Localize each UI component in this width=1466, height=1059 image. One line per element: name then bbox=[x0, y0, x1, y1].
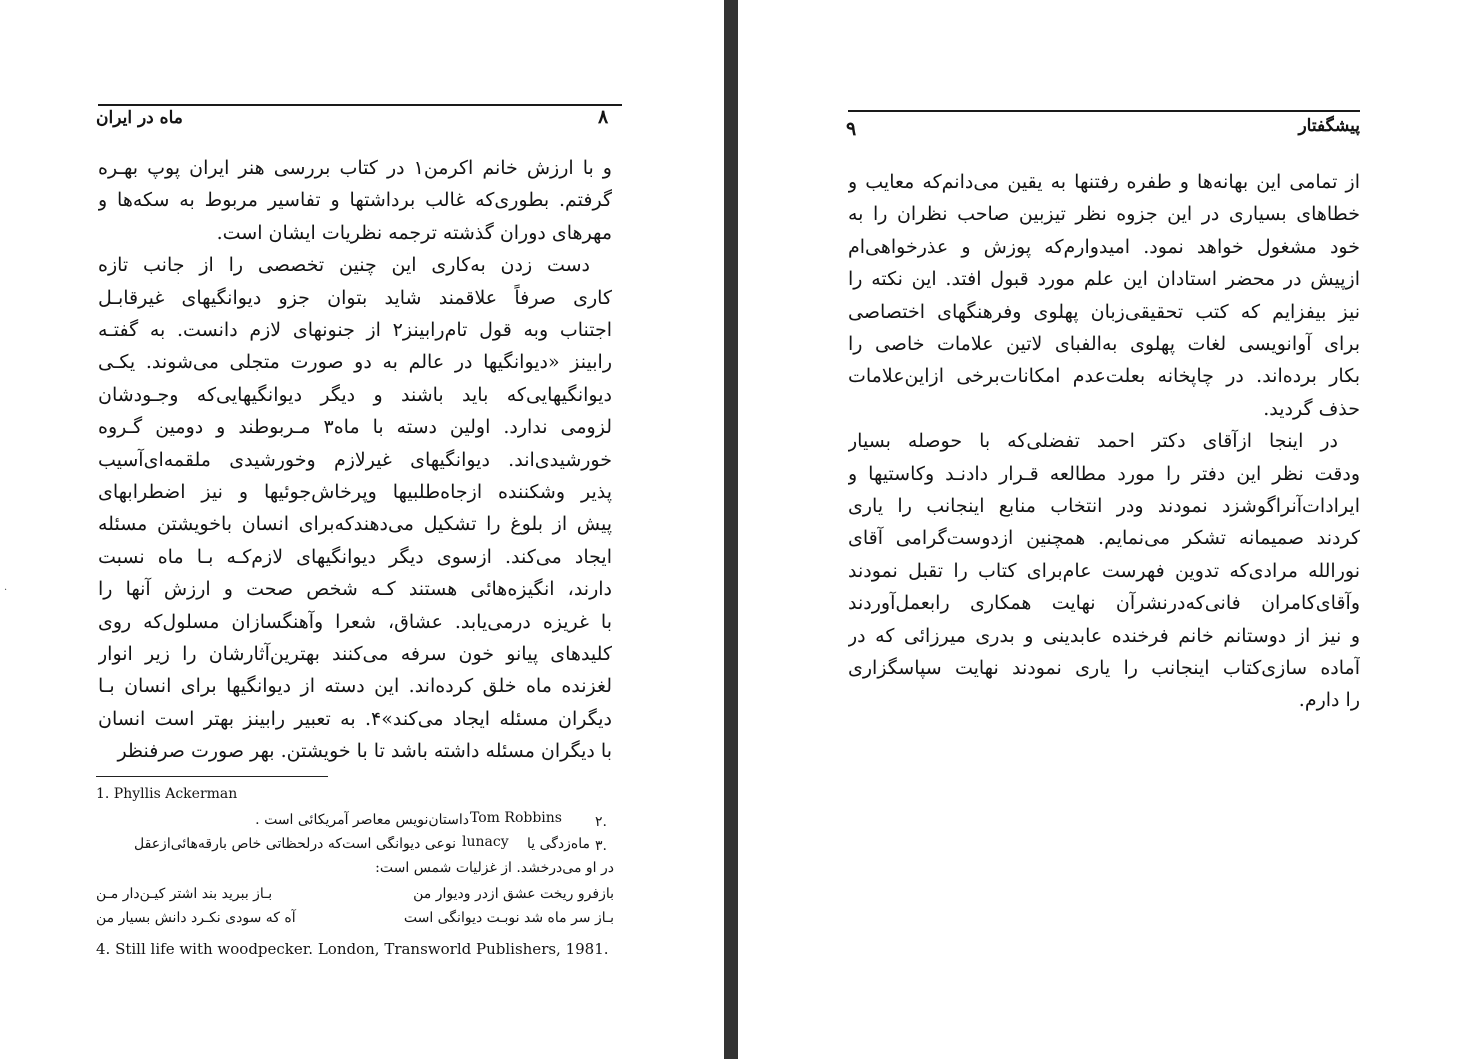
footnote-3-number: ۳. bbox=[595, 838, 607, 854]
text-line: و نیز از دوستانم خانم فرخنده عابدینی و بدری میرزائی که در bbox=[848, 624, 1360, 647]
text-line: ایرادات‌آنرا‌گوشزد نمودند ودر انتخاب منابع اینجانب را یاری bbox=[848, 495, 1360, 517]
text-line: مهرهای دوران گذشته ترجمه نظریات ایشان است. bbox=[216, 221, 612, 244]
text-line: ازپیش در محضر استادان این علم مورد قبول افتد. این نکته را bbox=[848, 268, 1360, 291]
text-line: دست زدن به‌کاری این چنین تخصصی را از جانب تازه bbox=[98, 254, 590, 277]
stray-dot: · bbox=[4, 585, 8, 596]
verse-1-right: بازفرو ریخت عشق ازدر ودیوار من bbox=[413, 886, 614, 902]
verse-2-right: بـاز سر ماه شد نوبـت دیوانگی است bbox=[403, 910, 614, 926]
text-line: حذف گردید. bbox=[1263, 397, 1360, 420]
text-line: دیوانگیهایی‌که باید باشند و دیگر دیوانگیهایی‌که وجـودشان bbox=[98, 383, 612, 406]
text-line: ایجاد می‌کند. ازسوی دیگر دیوانگیهای لازم‌کـه بـا ماه نسبت bbox=[98, 545, 612, 568]
text-line: برای آوانویسی لغات پهلوی به‌الفبای لاتین علامات خاصی را bbox=[848, 333, 1360, 355]
text-line: کلیدهای پیانو خون سرفه می‌کنند بهترین‌آثارشان را زیر انوار bbox=[98, 643, 612, 665]
footnote-2-number: ۲. bbox=[595, 814, 607, 830]
footnote-3-text-a: ماه‌زدگی یا bbox=[526, 836, 590, 852]
text-line: در اینجا ازآقای دکتر احمد تفضلی‌که با حوصله بسیار bbox=[848, 430, 1338, 453]
text-line: لزومی ندارد. اولین دسته با ماه۳ مـربوطند و دومین گـروه bbox=[98, 416, 612, 439]
text-line: اجتناب وبه قول تام‌رابینز۲ از جنونهای لازم دانست. به گفتـه bbox=[98, 319, 612, 341]
text-line: نیز بیفزایم که کتب تحقیقی‌زبان پهلوی وفرهنگهای اختصاصی bbox=[848, 300, 1360, 323]
footnote-1: 1. Phyllis Ackerman bbox=[96, 786, 238, 802]
footnote-3-line-2: در او می‌درخشد. از غزلیات شمس است: bbox=[375, 860, 614, 876]
right-running-head: پیشگفتار bbox=[1298, 116, 1360, 136]
text-line: لغزنده ماه خلق کرده‌اند. این دسته از دیوانگیها برای انسان بـا bbox=[98, 675, 612, 698]
book-gutter bbox=[724, 0, 738, 1059]
left-running-head: ماه در ایران bbox=[96, 108, 183, 128]
left-header-rule bbox=[98, 104, 622, 106]
left-page bbox=[0, 0, 724, 1059]
footnote-2-text: داستان‌نویس معاصر آمریکائی است . bbox=[255, 812, 469, 828]
text-line: نورالله مرادی‌که تدوین فهرست عام‌برای کتاب را تقبل نمودند bbox=[848, 559, 1360, 582]
right-page bbox=[738, 0, 1466, 1059]
text-line: پیش از بلوغ را تشکیل می‌دهندکه‌برای انسان باخویشتن مسئله bbox=[98, 513, 612, 536]
footnote-rule bbox=[96, 776, 328, 777]
left-page-number: ۸ bbox=[598, 106, 609, 128]
text-line: کاری صرفاً علاقمند شاید بتوان جزو دیوانگیهای غیرقابـل bbox=[98, 286, 612, 309]
text-line: خود مشغول خواهد نمود. امیدوارم‌که پوزش و عذرخواهی‌ام bbox=[848, 235, 1360, 258]
text-line: آماده سازی‌کتاب اینجانب را یاری نمودند نهایت سپاسگزاری bbox=[848, 657, 1360, 679]
text-line: با غریزه درمی‌یابد. عشاق، شعرا وآهنگسازان مسلول‌که روی bbox=[98, 610, 612, 633]
right-header-rule bbox=[848, 110, 1360, 112]
text-line: بکار برده‌اند. در چاپخانه بعلت‌عدم امکانات‌برخی ازاین‌علامات bbox=[848, 365, 1360, 388]
footnote-2-latin: Tom Robbins bbox=[470, 810, 562, 826]
footnote-3-latin: lunacy bbox=[462, 834, 509, 850]
text-line: دارند، انگیزه‌هائی هستند کـه شخص صحت و ارزش آنها را bbox=[98, 578, 612, 601]
verse-2-left: آه که سودی نکـرد دانش بسیار من bbox=[96, 910, 296, 926]
text-line: از تمامی این بهانه‌ها و طفره رفتنها به یقین می‌دانم‌که معایب و bbox=[848, 171, 1360, 193]
text-line: گرفتم. بطوری‌که غالب برداشتها و تفاسیر مربوط به سکه‌ها و bbox=[98, 189, 612, 212]
text-line: با دیگران مسئله داشته باشد تا با خویشتن. بهر صورت صرفنظر bbox=[117, 740, 612, 763]
right-page-number: ۹ bbox=[846, 118, 857, 140]
text-line: پذیر وشکننده ازجاه‌طلبیها وپرخاش‌جوئیها و نیز اضطرابهای bbox=[98, 481, 612, 503]
footnote-4: 4. Still life with woodpecker. London, Transworld Publishers, 1981. bbox=[96, 940, 609, 958]
text-line: و با ارزش خانم اکرمن۱ در کتاب بررسی هنر ایران پوپ بهـره bbox=[98, 157, 612, 179]
text-line: خورشیدی‌اند. دیوانگیهای غیرلازم وخورشیدی ملقمه‌ای‌آسیب bbox=[98, 448, 612, 471]
text-line: کردند صمیمانه تشکر می‌نمایم. همچنین ازدوست‌گرامی آقای bbox=[848, 527, 1360, 550]
text-line: رابینز «دیوانگیها در عالم به دو صورت متجلی می‌شوند. یکـی bbox=[98, 351, 612, 374]
text-line: خطاهای بسیاری در این جزوه نظر تیزبین صاحب نظران را به bbox=[848, 203, 1360, 226]
text-line: ودقت نظر این دفتر را مورد مطالعه قـرار دادنـد وکاستیها و bbox=[848, 462, 1360, 485]
text-line: دیگران مسئله ایجاد می‌کند»۴. به تعبیر رابینز بهتر است انسان bbox=[98, 707, 612, 730]
verse-1-left: بـاز ببرید بند اشتر کیـن‌دار مـن bbox=[96, 886, 273, 902]
text-line: وآقای‌کامران فانی‌که‌درنشرآن نهایت همکاری رابعمل‌آوردند bbox=[848, 592, 1360, 615]
footnote-3-text-b: نوعی دیوانگی است‌که درلحظاتی خاص بارقه‌هائی‌ازعقل bbox=[134, 836, 456, 852]
text-line: را دارم. bbox=[1298, 689, 1360, 712]
